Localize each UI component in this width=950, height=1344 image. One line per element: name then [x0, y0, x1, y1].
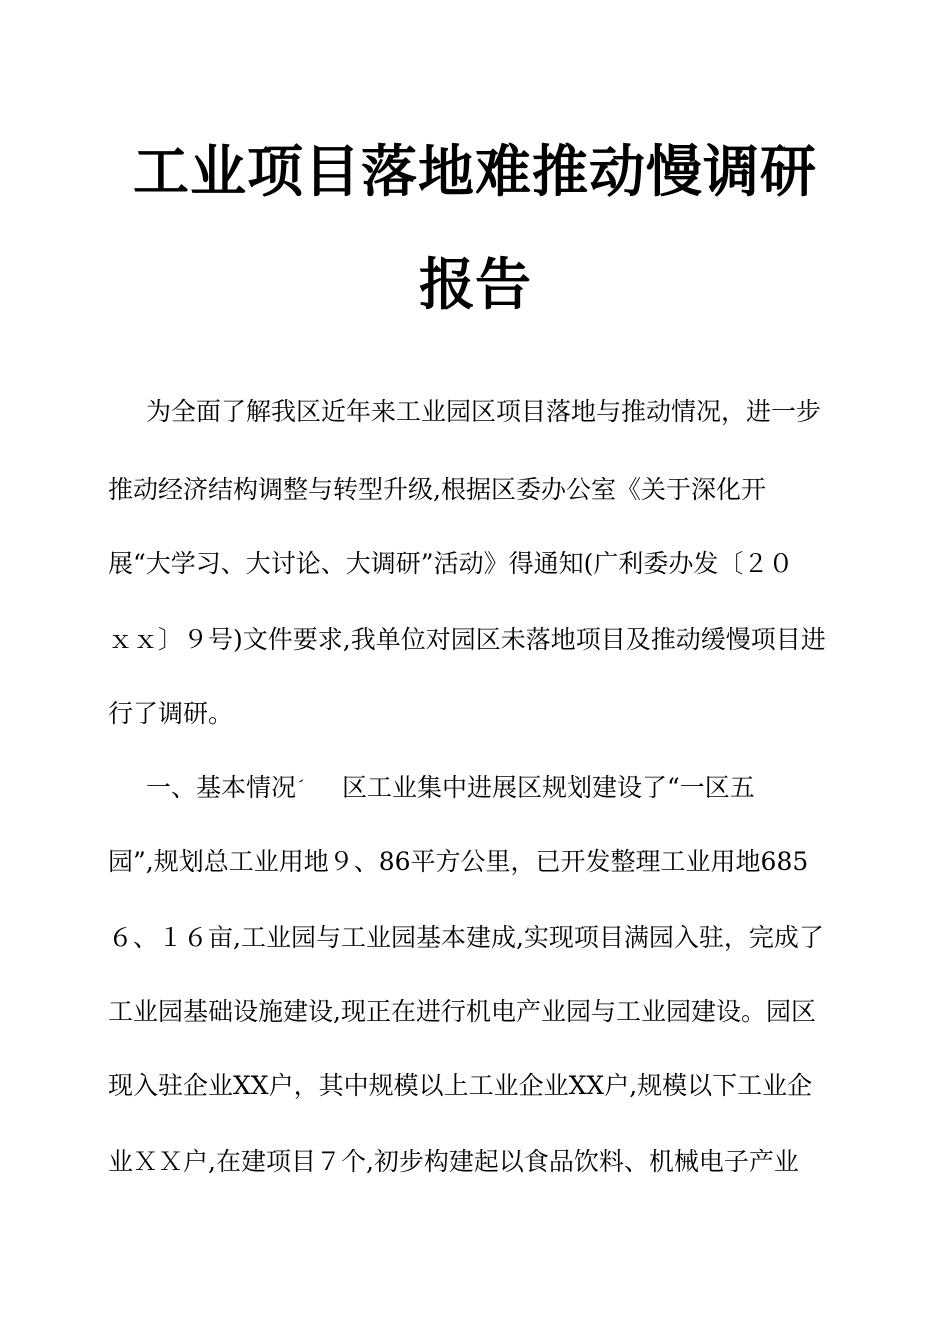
- paragraph-1-line-5: 行了调研。: [108, 699, 234, 728]
- paragraph-2-line-6: 业ＸＸ户,在建项目７个,初步构建起以食品饮料、机械电子产业: [108, 1147, 799, 1176]
- paragraph-2-line-1: [146, 772, 886, 806]
- paragraph-2-line-5: 现入驻企业XX户，其中规模以上工业企业XX户,规模以下工业企: [108, 1071, 813, 1100]
- section-heading-basic-situation: 一、基本情况: [146, 773, 297, 802]
- document-title-line-1: 工业项目落地难推动慢调研: [133, 140, 817, 205]
- paragraph-2-line-3: ６、１６亩,工业园与工业园基本建成,实现项目满园入驻，完成了: [108, 923, 824, 952]
- paragraph-2-first-line-text: 区工业集中进展区规划建设了“一区五: [342, 773, 755, 802]
- paragraph-1-line-1: 为全面了解我区近年来工业园区项目落地与推动情况，进一步: [146, 397, 822, 426]
- paragraph-1-line-4: ｘｘ〕９号)文件要求,我单位对园区未落地项目及推动缓慢项目进: [108, 625, 826, 654]
- paragraph-2-line-4: 工业园基础设施建设,现正在进行机电产业园与工业园建设。园区: [108, 997, 816, 1026]
- document-title-line-2: 报告: [419, 253, 531, 318]
- paragraph-1-line-3: 展“大学习、大讨论、大调研”活动》得通知(广利委办发〔２０: [108, 549, 794, 578]
- paragraph-2-line-2: 园”,规划总工业用地９、86平方公里，已开发整理工业用地685: [108, 847, 809, 876]
- paragraph-1-line-2: 推动经济结构调整与转型升级,根据区委办公室《关于深化开: [108, 475, 766, 504]
